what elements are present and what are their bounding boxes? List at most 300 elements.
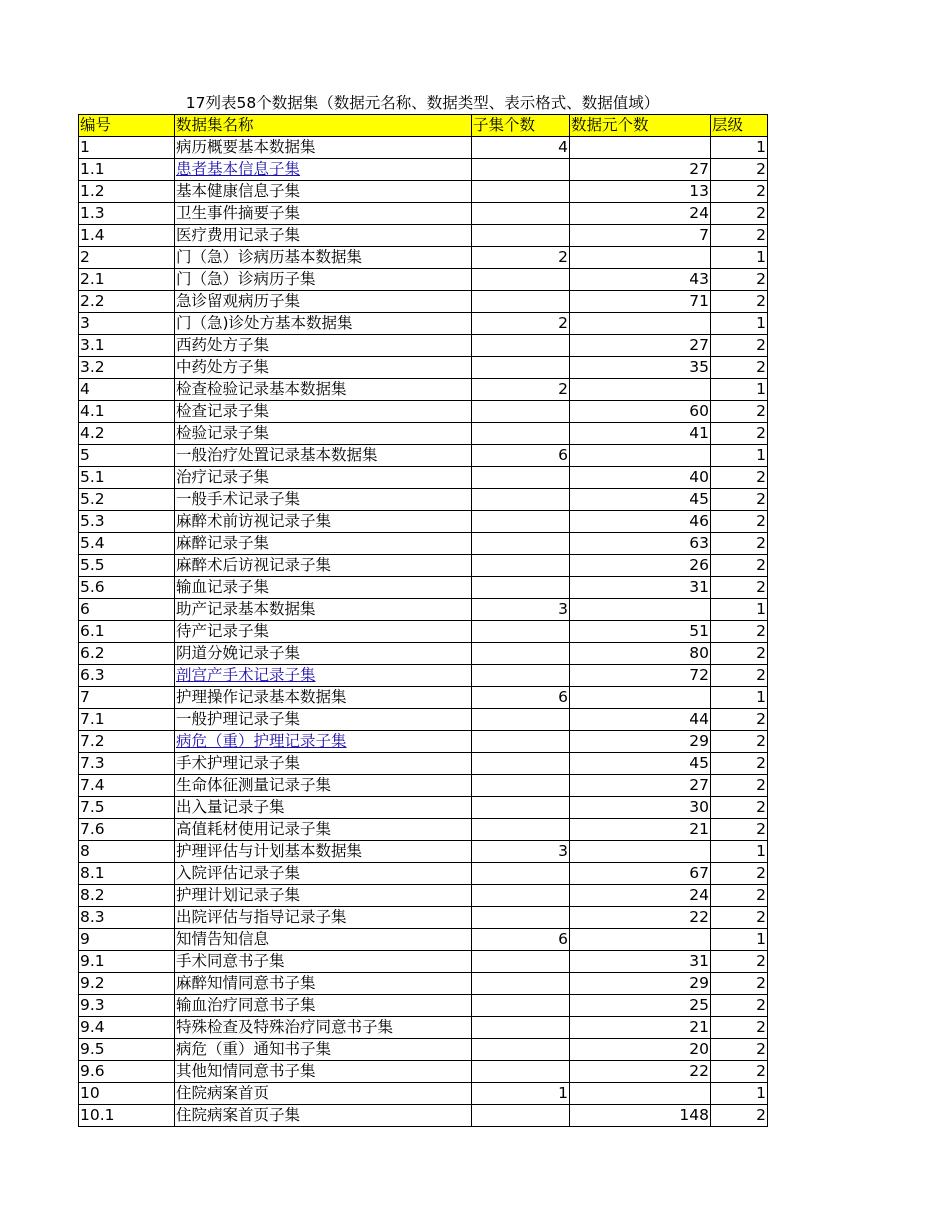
cell-dataset-name[interactable] <box>175 379 472 401</box>
cell-element-count[interactable] <box>570 467 711 489</box>
cell-dataset-name[interactable] <box>175 643 472 665</box>
cell-subset-count[interactable] <box>472 137 570 159</box>
cell-dataset-name[interactable] <box>175 225 472 247</box>
cell-element-count-text: 21 <box>689 1018 709 1036</box>
cell-id[interactable] <box>79 379 175 401</box>
cell-subset-count[interactable] <box>472 1105 570 1127</box>
cell-id[interactable] <box>79 555 175 577</box>
cell-subset-count[interactable] <box>472 885 570 907</box>
cell-dataset-name[interactable] <box>175 885 472 907</box>
cell-id-text: 5.5 <box>80 556 105 574</box>
cell-element-count-text: 21 <box>689 820 709 838</box>
cell-dataset-name-text: 麻醉术前访视记录子集 <box>176 512 332 530</box>
cell-level[interactable] <box>711 269 768 291</box>
cell-subset-count[interactable] <box>472 247 570 269</box>
cell-dataset-name-text: 手术护理记录子集 <box>176 754 301 772</box>
table-row <box>79 995 768 1017</box>
cell-id[interactable] <box>79 159 175 181</box>
cell-level-text: 2 <box>756 908 766 926</box>
cell-element-count[interactable] <box>570 621 711 643</box>
table-row <box>79 423 768 445</box>
cell-element-count[interactable] <box>570 1105 711 1127</box>
cell-level[interactable] <box>711 203 768 225</box>
cell-id[interactable] <box>79 401 175 423</box>
cell-element-count[interactable] <box>570 797 711 819</box>
cell-level[interactable] <box>711 1039 768 1061</box>
cell-level[interactable] <box>711 1017 768 1039</box>
cell-subset-count[interactable] <box>472 753 570 775</box>
cell-level-text: 2 <box>756 996 766 1014</box>
table-row <box>79 973 768 995</box>
cell-level-text: 2 <box>756 622 766 640</box>
cell-subset-count[interactable] <box>472 533 570 555</box>
cell-element-count[interactable] <box>570 357 711 379</box>
cell-element-count-text: 67 <box>689 864 709 882</box>
cell-level[interactable] <box>711 225 768 247</box>
cell-level[interactable] <box>711 1083 768 1105</box>
cell-dataset-name[interactable] <box>175 621 472 643</box>
cell-id-text: 9.4 <box>80 1018 105 1036</box>
cell-element-count[interactable] <box>570 731 711 753</box>
table-row <box>79 445 768 467</box>
cell-id[interactable] <box>79 709 175 731</box>
cell-dataset-name[interactable] <box>175 929 472 951</box>
cell-dataset-name[interactable] <box>175 533 472 555</box>
cell-id-text: 4.2 <box>80 424 105 442</box>
cell-id[interactable] <box>79 1083 175 1105</box>
cell-id[interactable] <box>79 819 175 841</box>
table-row <box>79 401 768 423</box>
cell-id[interactable] <box>79 1105 175 1127</box>
cell-element-count[interactable] <box>570 863 711 885</box>
cell-dataset-name[interactable] <box>175 951 472 973</box>
cell-dataset-name[interactable] <box>175 335 472 357</box>
cell-element-count[interactable] <box>570 841 711 863</box>
cell-id[interactable] <box>79 643 175 665</box>
cell-dataset-name[interactable] <box>175 907 472 929</box>
cell-id[interactable] <box>79 797 175 819</box>
cell-subset-count[interactable] <box>472 1039 570 1061</box>
cell-element-count[interactable] <box>570 555 711 577</box>
cell-dataset-name[interactable] <box>175 863 472 885</box>
cell-dataset-name-text: 护理操作记录基本数据集 <box>176 688 347 706</box>
cell-level[interactable] <box>711 291 768 313</box>
cell-element-count[interactable] <box>570 1039 711 1061</box>
cell-subset-count[interactable] <box>472 995 570 1017</box>
cell-dataset-name-link[interactable] <box>175 665 472 687</box>
cell-level[interactable] <box>711 665 768 687</box>
cell-subset-count[interactable] <box>472 269 570 291</box>
cell-dataset-name[interactable] <box>175 181 472 203</box>
cell-subset-count[interactable] <box>472 335 570 357</box>
cell-subset-count[interactable] <box>472 555 570 577</box>
cell-id-text: 5.6 <box>80 578 105 596</box>
cell-id[interactable] <box>79 885 175 907</box>
cell-subset-count[interactable] <box>472 863 570 885</box>
cell-id[interactable] <box>79 687 175 709</box>
cell-level[interactable] <box>711 1105 768 1127</box>
cell-dataset-name[interactable] <box>175 291 472 313</box>
cell-id-text: 5.3 <box>80 512 105 530</box>
cell-element-count[interactable] <box>570 489 711 511</box>
dataset-hyperlink[interactable]: 剖宫产手术记录子集 <box>176 666 316 684</box>
cell-dataset-name-text: 麻醉记录子集 <box>176 534 270 552</box>
cell-subset-count[interactable] <box>472 401 570 423</box>
cell-level[interactable] <box>711 819 768 841</box>
cell-dataset-name[interactable] <box>175 247 472 269</box>
cell-dataset-name-link[interactable] <box>175 731 472 753</box>
cell-dataset-name[interactable] <box>175 1083 472 1105</box>
cell-id[interactable] <box>79 841 175 863</box>
cell-subset-count[interactable] <box>472 489 570 511</box>
cell-element-count[interactable] <box>570 885 711 907</box>
cell-level[interactable] <box>711 929 768 951</box>
cell-element-count[interactable] <box>570 225 711 247</box>
cell-level-text: 2 <box>756 512 766 530</box>
cell-id[interactable] <box>79 225 175 247</box>
dataset-hyperlink[interactable]: 患者基本信息子集 <box>176 160 301 178</box>
cell-level[interactable] <box>711 357 768 379</box>
table-row <box>79 313 768 335</box>
cell-dataset-name-link[interactable] <box>175 159 472 181</box>
cell-id[interactable] <box>79 1017 175 1039</box>
cell-dataset-name[interactable] <box>175 401 472 423</box>
cell-dataset-name[interactable] <box>175 577 472 599</box>
cell-dataset-name[interactable] <box>175 511 472 533</box>
cell-id[interactable] <box>79 863 175 885</box>
cell-element-count[interactable] <box>570 599 711 621</box>
cell-dataset-name[interactable] <box>175 137 472 159</box>
table-row <box>79 841 768 863</box>
cell-id-text: 7.3 <box>80 754 105 772</box>
cell-subset-count[interactable] <box>472 1083 570 1105</box>
cell-subset-count[interactable] <box>472 357 570 379</box>
cell-level[interactable] <box>711 555 768 577</box>
cell-dataset-name[interactable] <box>175 1017 472 1039</box>
cell-element-count[interactable] <box>570 665 711 687</box>
cell-level[interactable] <box>711 181 768 203</box>
cell-element-count[interactable] <box>570 951 711 973</box>
cell-dataset-name-text: 病危（重）通知书子集 <box>176 1040 332 1058</box>
cell-element-count[interactable] <box>570 929 711 951</box>
cell-level[interactable] <box>711 1061 768 1083</box>
cell-id[interactable] <box>79 467 175 489</box>
cell-element-count-text: 41 <box>689 424 709 442</box>
cell-dataset-name-text: 阴道分娩记录子集 <box>176 644 301 662</box>
cell-subset-count[interactable] <box>472 621 570 643</box>
cell-id[interactable] <box>79 291 175 313</box>
cell-level[interactable] <box>711 577 768 599</box>
cell-id[interactable] <box>79 775 175 797</box>
cell-id[interactable] <box>79 357 175 379</box>
cell-subset-count[interactable] <box>472 775 570 797</box>
cell-level[interactable] <box>711 995 768 1017</box>
cell-level[interactable] <box>711 643 768 665</box>
cell-dataset-name[interactable] <box>175 203 472 225</box>
table-row <box>79 555 768 577</box>
cell-dataset-name[interactable] <box>175 687 472 709</box>
cell-dataset-name[interactable] <box>175 555 472 577</box>
cell-element-count[interactable] <box>570 137 711 159</box>
cell-element-count-text: 25 <box>689 996 709 1014</box>
cell-level-text: 2 <box>756 864 766 882</box>
cell-level-text: 1 <box>756 138 766 156</box>
cell-level[interactable] <box>711 401 768 423</box>
cell-subset-count-text: 4 <box>558 138 568 156</box>
cell-id[interactable] <box>79 445 175 467</box>
cell-level[interactable] <box>711 621 768 643</box>
header-subset-count[interactable]: 子集个数 <box>472 115 570 137</box>
header-element-count[interactable]: 数据元个数 <box>570 115 711 137</box>
cell-level[interactable] <box>711 907 768 929</box>
cell-id[interactable] <box>79 577 175 599</box>
cell-id[interactable] <box>79 423 175 445</box>
cell-element-count[interactable] <box>570 709 711 731</box>
cell-level[interactable] <box>711 137 768 159</box>
cell-level-text: 2 <box>756 182 766 200</box>
cell-element-count[interactable] <box>570 379 711 401</box>
cell-id[interactable] <box>79 973 175 995</box>
cell-element-count[interactable] <box>570 753 711 775</box>
cell-id[interactable] <box>79 1061 175 1083</box>
cell-id[interactable] <box>79 753 175 775</box>
cell-element-count-text: 40 <box>689 468 709 486</box>
cell-id[interactable] <box>79 929 175 951</box>
cell-level[interactable] <box>711 159 768 181</box>
cell-level[interactable] <box>711 973 768 995</box>
table-row <box>79 951 768 973</box>
cell-subset-count[interactable] <box>472 973 570 995</box>
cell-level[interactable] <box>711 335 768 357</box>
cell-id[interactable] <box>79 1039 175 1061</box>
cell-element-count[interactable] <box>570 335 711 357</box>
cell-id[interactable] <box>79 247 175 269</box>
cell-dataset-name[interactable] <box>175 1061 472 1083</box>
cell-id[interactable] <box>79 907 175 929</box>
cell-dataset-name-text: 急诊留观病历子集 <box>176 292 301 310</box>
cell-element-count[interactable] <box>570 511 711 533</box>
cell-level[interactable] <box>711 599 768 621</box>
cell-level[interactable] <box>711 467 768 489</box>
cell-dataset-name[interactable] <box>175 357 472 379</box>
cell-level[interactable] <box>711 313 768 335</box>
cell-level[interactable] <box>711 863 768 885</box>
cell-id-text: 9 <box>80 930 90 948</box>
cell-dataset-name-text: 医疗费用记录子集 <box>176 226 301 244</box>
cell-dataset-name-text: 麻醉术后访视记录子集 <box>176 556 332 574</box>
cell-id[interactable] <box>79 269 175 291</box>
cell-subset-count[interactable] <box>472 709 570 731</box>
cell-dataset-name[interactable] <box>175 841 472 863</box>
cell-id[interactable] <box>79 181 175 203</box>
cell-level[interactable] <box>711 511 768 533</box>
cell-subset-count-text: 2 <box>558 248 568 266</box>
cell-element-count[interactable] <box>570 819 711 841</box>
cell-subset-count[interactable] <box>472 819 570 841</box>
cell-subset-count[interactable] <box>472 313 570 335</box>
header-level[interactable]: 层级 <box>711 115 768 137</box>
cell-level-text: 2 <box>756 270 766 288</box>
cell-level[interactable] <box>711 885 768 907</box>
cell-level[interactable] <box>711 797 768 819</box>
cell-id[interactable] <box>79 951 175 973</box>
cell-subset-count[interactable] <box>472 687 570 709</box>
cell-subset-count[interactable] <box>472 841 570 863</box>
cell-dataset-name-text: 一般治疗处置记录基本数据集 <box>176 446 378 464</box>
cell-id[interactable] <box>79 137 175 159</box>
cell-id-text: 1.4 <box>80 226 105 244</box>
cell-element-count-text: 26 <box>689 556 709 574</box>
cell-element-count-text: 27 <box>689 776 709 794</box>
cell-level[interactable] <box>711 731 768 753</box>
cell-dataset-name[interactable] <box>175 1039 472 1061</box>
cell-element-count-text: 13 <box>689 182 709 200</box>
cell-element-count[interactable] <box>570 577 711 599</box>
cell-element-count-text: 24 <box>689 204 709 222</box>
cell-subset-count[interactable] <box>472 951 570 973</box>
cell-subset-count[interactable] <box>472 445 570 467</box>
cell-id[interactable] <box>79 489 175 511</box>
cell-level[interactable] <box>711 775 768 797</box>
cell-level[interactable] <box>711 379 768 401</box>
cell-level[interactable] <box>711 709 768 731</box>
cell-dataset-name[interactable] <box>175 1105 472 1127</box>
cell-subset-count[interactable] <box>472 665 570 687</box>
cell-element-count[interactable] <box>570 159 711 181</box>
cell-subset-count-text: 3 <box>558 600 568 618</box>
cell-element-count[interactable] <box>570 445 711 467</box>
cell-level-text: 1 <box>756 842 766 860</box>
cell-level[interactable] <box>711 753 768 775</box>
cell-dataset-name[interactable] <box>175 995 472 1017</box>
cell-id[interactable] <box>79 313 175 335</box>
cell-element-count[interactable] <box>570 401 711 423</box>
cell-element-count[interactable] <box>570 1061 711 1083</box>
table-row <box>79 1061 768 1083</box>
cell-level[interactable] <box>711 489 768 511</box>
cell-id[interactable] <box>79 533 175 555</box>
cell-level[interactable] <box>711 687 768 709</box>
cell-element-count[interactable] <box>570 1017 711 1039</box>
cell-element-count[interactable] <box>570 1083 711 1105</box>
cell-dataset-name[interactable] <box>175 445 472 467</box>
cell-subset-count[interactable] <box>472 643 570 665</box>
cell-level[interactable] <box>711 247 768 269</box>
table-row <box>79 291 768 313</box>
cell-subset-count[interactable] <box>472 379 570 401</box>
cell-id[interactable] <box>79 511 175 533</box>
cell-dataset-name[interactable] <box>175 775 472 797</box>
header-dataset-name[interactable]: 数据集名称 <box>175 115 472 137</box>
cell-subset-count[interactable] <box>472 599 570 621</box>
cell-level[interactable] <box>711 423 768 445</box>
cell-dataset-name-text: 高值耗材使用记录子集 <box>176 820 332 838</box>
cell-element-count[interactable] <box>570 203 711 225</box>
cell-dataset-name[interactable] <box>175 489 472 511</box>
cell-level[interactable] <box>711 951 768 973</box>
header-id[interactable]: 编号 <box>79 115 175 137</box>
cell-id-text: 1.3 <box>80 204 105 222</box>
cell-dataset-name[interactable] <box>175 973 472 995</box>
cell-element-count[interactable] <box>570 995 711 1017</box>
cell-subset-count[interactable] <box>472 929 570 951</box>
cell-level[interactable] <box>711 445 768 467</box>
cell-subset-count[interactable] <box>472 511 570 533</box>
cell-subset-count[interactable] <box>472 159 570 181</box>
cell-element-count[interactable] <box>570 775 711 797</box>
cell-level[interactable] <box>711 841 768 863</box>
cell-dataset-name[interactable] <box>175 313 472 335</box>
cell-subset-count[interactable] <box>472 225 570 247</box>
cell-element-count-text: 31 <box>689 952 709 970</box>
cell-level-text: 2 <box>756 666 766 684</box>
cell-element-count[interactable] <box>570 247 711 269</box>
cell-subset-count[interactable] <box>472 797 570 819</box>
cell-dataset-name[interactable] <box>175 819 472 841</box>
cell-subset-count[interactable] <box>472 731 570 753</box>
cell-subset-count[interactable] <box>472 423 570 445</box>
cell-dataset-name[interactable] <box>175 753 472 775</box>
cell-level-text: 2 <box>756 160 766 178</box>
cell-id-text: 9.2 <box>80 974 105 992</box>
cell-dataset-name[interactable] <box>175 599 472 621</box>
cell-level-text: 2 <box>756 798 766 816</box>
dataset-hyperlink[interactable]: 病危（重）护理记录子集 <box>176 732 347 750</box>
cell-dataset-name-text: 入院评估记录子集 <box>176 864 301 882</box>
cell-subset-count[interactable] <box>472 181 570 203</box>
cell-element-count[interactable] <box>570 269 711 291</box>
cell-element-count[interactable] <box>570 973 711 995</box>
cell-id[interactable] <box>79 995 175 1017</box>
cell-element-count[interactable] <box>570 423 711 445</box>
cell-id[interactable] <box>79 335 175 357</box>
cell-element-count[interactable] <box>570 687 711 709</box>
cell-dataset-name[interactable] <box>175 269 472 291</box>
cell-subset-count[interactable] <box>472 291 570 313</box>
table-row <box>79 489 768 511</box>
table-row <box>79 269 768 291</box>
cell-dataset-name[interactable] <box>175 709 472 731</box>
cell-level-text: 2 <box>756 644 766 662</box>
cell-element-count[interactable] <box>570 907 711 929</box>
cell-subset-count[interactable] <box>472 1061 570 1083</box>
cell-id[interactable] <box>79 621 175 643</box>
cell-element-count[interactable] <box>570 313 711 335</box>
cell-id[interactable] <box>79 203 175 225</box>
cell-subset-count[interactable] <box>472 203 570 225</box>
cell-id-text: 1.1 <box>80 160 105 178</box>
cell-dataset-name[interactable] <box>175 423 472 445</box>
table-row <box>79 203 768 225</box>
cell-element-count[interactable] <box>570 291 711 313</box>
cell-id[interactable] <box>79 665 175 687</box>
cell-element-count-text: 22 <box>689 908 709 926</box>
cell-element-count[interactable] <box>570 533 711 555</box>
cell-level[interactable] <box>711 533 768 555</box>
cell-level-text: 1 <box>756 380 766 398</box>
cell-dataset-name[interactable] <box>175 797 472 819</box>
cell-subset-count[interactable] <box>472 907 570 929</box>
cell-element-count[interactable] <box>570 643 711 665</box>
cell-element-count-text: 31 <box>689 578 709 596</box>
cell-element-count[interactable] <box>570 181 711 203</box>
cell-id[interactable] <box>79 599 175 621</box>
cell-subset-count[interactable] <box>472 1017 570 1039</box>
cell-subset-count[interactable] <box>472 577 570 599</box>
cell-subset-count[interactable] <box>472 467 570 489</box>
cell-id[interactable] <box>79 731 175 753</box>
cell-dataset-name[interactable] <box>175 467 472 489</box>
